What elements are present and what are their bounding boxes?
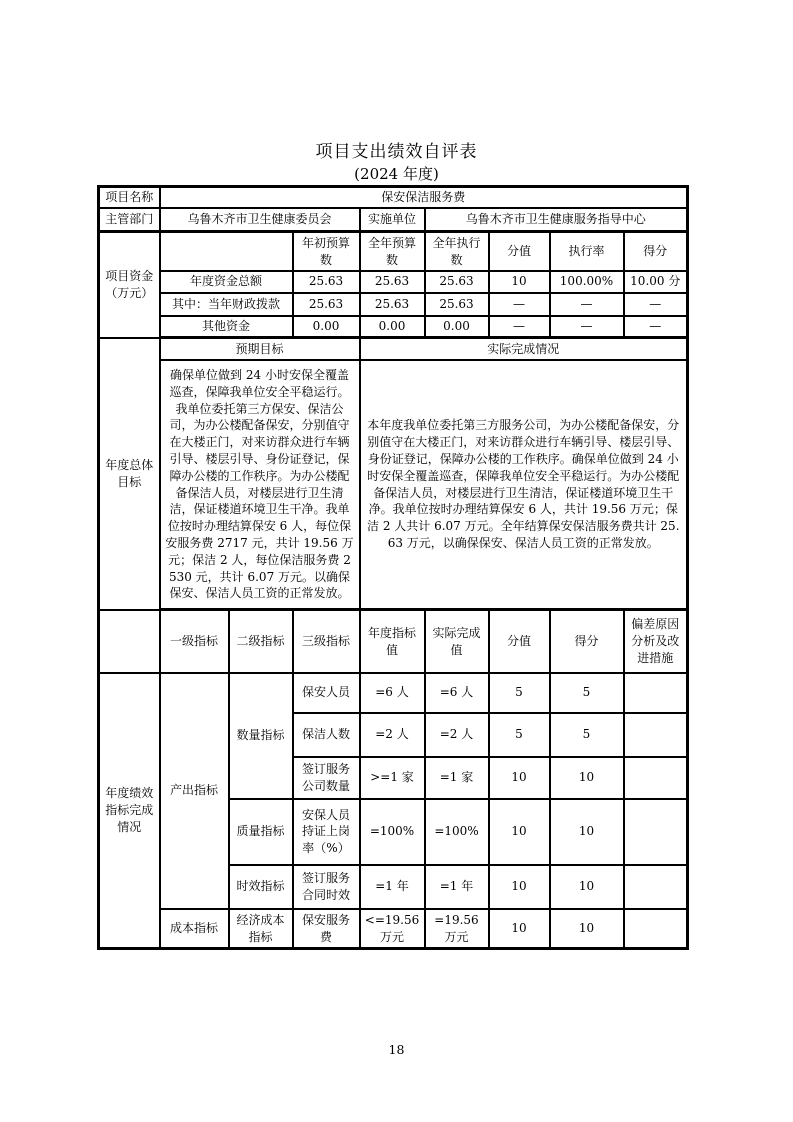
indicator-score-value: 10 — [489, 799, 550, 865]
expected-goal-text: 确保单位做到 24 小时安保全覆盖巡查，保障我单位安全平稳运行。我单位委托第三方保安、保洁公司，为办公楼配备保安，分别值守在大楼正门，对来访群众进行车辆引导、楼层引导、身份证登记，保障办公楼的工作秩序。为办公楼配备保洁人员，对楼层进行卫生清洁，保证楼道环境卫生干净。我单位按时办理结算保安 6 人，每位保安服务费 2717 元，共计 19.56 万元；保洁 2 人，每位保洁服务费 2530 元，共计 6.07 万元。以确保保安、保洁人员工资的正常发放。 — [160, 360, 360, 610]
indicator-score-value: 10 — [489, 865, 550, 909]
funding-row-label: 其他资金 — [160, 316, 293, 338]
indicator-col-header-deviation: 偏差原因分析及改进措施 — [624, 610, 688, 673]
funding-cell: — — [550, 293, 624, 316]
indicator-actual: =19.56 万元 — [425, 909, 489, 949]
self-evaluation-table — [97, 185, 689, 950]
funding-col-header-score: 得分 — [624, 232, 688, 271]
indicator-deviation — [624, 673, 688, 713]
indicator-target: <=19.56 万元 — [360, 909, 425, 949]
funding-cell: 25.63 — [293, 293, 360, 316]
funding-row-fiscal — [99, 293, 688, 316]
document-subtitle: (2024 年度) — [354, 165, 439, 183]
funding-cell: 10.00 分 — [624, 271, 688, 293]
level2-quality-indicator: 质量指标 — [229, 799, 293, 865]
level1-output-indicator: 产出指标 — [160, 673, 229, 909]
funding-cell: — — [489, 293, 550, 316]
funding-header-row — [99, 232, 688, 271]
indicator-name: 保安服务费 — [293, 909, 360, 949]
indicator-col-header-actual: 实际完成值 — [425, 610, 489, 673]
funding-col-header-annual-execution: 全年执行数 — [425, 232, 489, 271]
level2-economic-cost-indicator: 经济成本指标 — [229, 909, 293, 949]
funding-cell: 25.63 — [360, 293, 425, 316]
indicator-score-value: 5 — [489, 713, 550, 757]
funding-col-header-annual-budget: 全年预算数 — [360, 232, 425, 271]
indicator-score: 10 — [550, 799, 624, 865]
indicator-col-header-level1: 一级指标 — [160, 610, 229, 673]
funding-cell: 0.00 — [425, 316, 489, 338]
level2-quantity-indicator: 数量指标 — [229, 673, 293, 799]
dept-label: 主管部门 — [99, 208, 160, 232]
department-row — [99, 208, 688, 232]
expected-goal-header: 预期目标 — [160, 338, 360, 360]
actual-completion-header: 实际完成情况 — [360, 338, 688, 360]
indicator-name: 保洁人数 — [293, 713, 360, 757]
indicator-header-row — [99, 610, 688, 673]
level2-timeliness-indicator: 时效指标 — [229, 865, 293, 909]
project-name-value: 保安保洁服务费 — [160, 187, 688, 208]
indicator-score: 10 — [550, 865, 624, 909]
indicator-col-header-score: 得分 — [550, 610, 624, 673]
indicator-deviation — [624, 713, 688, 757]
impl-unit-value: 乌鲁木齐市卫生健康服务指导中心 — [425, 208, 688, 232]
indicator-score: 5 — [550, 713, 624, 757]
funding-cell: 0.00 — [293, 316, 360, 338]
indicator-target: =1 年 — [360, 865, 425, 909]
indicator-row — [99, 673, 688, 713]
indicator-name: 签订服务公司数量 — [293, 757, 360, 799]
indicator-score: 5 — [550, 673, 624, 713]
funding-row-other — [99, 316, 688, 338]
funding-cell: — — [550, 316, 624, 338]
indicator-actual: =6 人 — [425, 673, 489, 713]
goal-text-row — [99, 360, 688, 610]
indicator-section-label: 年度绩效指标完成情况 — [99, 673, 160, 949]
indicator-col-header-level2: 二级指标 — [229, 610, 293, 673]
indicator-score-value: 10 — [489, 757, 550, 799]
indicator-name: 安保人员持证上岗率（%） — [293, 799, 360, 865]
indicator-deviation — [624, 909, 688, 949]
impl-unit-label: 实施单位 — [360, 208, 425, 232]
funding-col-header-score-value: 分值 — [489, 232, 550, 271]
funding-cell: — — [489, 316, 550, 338]
actual-completion-text: 本年度我单位委托第三方服务公司，为办公楼配备保安，分别值守在大楼正门，对来访群众进行车辆引导、楼层引导、身份证登记，保障办公楼的工作秩序。确保单位做到 24 小时安保全覆盖巡查，保障我单位安全平稳运行。为办公楼配备保洁人员，对楼层进行卫生清洁，保证楼道环境卫生干净。我单位按时办理结算保安 6 人，共计 19.56 万元；保洁 2 人共计 6.07 万元。全年结算保安保洁服务费共计 25.63 万元，以确保保安、保洁人员工资的正常发放。 — [360, 360, 688, 610]
page-number: 18 — [388, 1042, 405, 1058]
indicator-score-value: 5 — [489, 673, 550, 713]
indicator-score: 10 — [550, 909, 624, 949]
indicator-col-header-target: 年度指标值 — [360, 610, 425, 673]
funding-blank-cell — [160, 232, 293, 271]
indicator-name: 签订服务合同时效 — [293, 865, 360, 909]
level1-cost-indicator: 成本指标 — [160, 909, 229, 949]
funding-section-label: 项目资金（万元） — [99, 232, 160, 338]
indicator-deviation — [624, 757, 688, 799]
funding-col-header-execution-rate: 执行率 — [550, 232, 624, 271]
project-name-row — [99, 187, 688, 208]
funding-cell: — — [624, 293, 688, 316]
indicator-name: 保安人员 — [293, 673, 360, 713]
funding-cell: — — [624, 316, 688, 338]
indicator-row — [99, 909, 688, 949]
indicator-actual: =100% — [425, 799, 489, 865]
indicator-actual: =1 年 — [425, 865, 489, 909]
indicator-target: =2 人 — [360, 713, 425, 757]
funding-row-label: 其中：当年财政拨款 — [160, 293, 293, 316]
indicator-col-header-level3: 三级指标 — [293, 610, 360, 673]
indicator-actual: =1 家 — [425, 757, 489, 799]
indicator-deviation — [624, 799, 688, 865]
funding-cell: 25.63 — [360, 271, 425, 293]
document-title: 项目支出绩效自评表 — [315, 142, 478, 162]
indicator-score-value: 10 — [489, 909, 550, 949]
dept-value: 乌鲁木齐市卫生健康委员会 — [160, 208, 360, 232]
indicator-blank-cell — [99, 610, 160, 673]
funding-cell: 10 — [489, 271, 550, 293]
funding-cell: 25.63 — [425, 271, 489, 293]
indicator-target: >=1 家 — [360, 757, 425, 799]
indicator-score: 10 — [550, 757, 624, 799]
funding-cell: 25.63 — [425, 293, 489, 316]
project-name-label: 项目名称 — [99, 187, 160, 208]
annual-goal-section-label: 年度总体目标 — [99, 338, 160, 610]
funding-col-header-initial-budget: 年初预算数 — [293, 232, 360, 271]
funding-cell: 0.00 — [360, 316, 425, 338]
indicator-actual: =2 人 — [425, 713, 489, 757]
funding-row-total — [99, 271, 688, 293]
goal-header-row — [99, 338, 688, 360]
indicator-deviation — [624, 865, 688, 909]
indicator-target: =6 人 — [360, 673, 425, 713]
funding-row-label: 年度资金总额 — [160, 271, 293, 293]
funding-cell: 100.00% — [550, 271, 624, 293]
indicator-col-header-score-value: 分值 — [489, 610, 550, 673]
funding-cell: 25.63 — [293, 271, 360, 293]
indicator-target: =100% — [360, 799, 425, 865]
